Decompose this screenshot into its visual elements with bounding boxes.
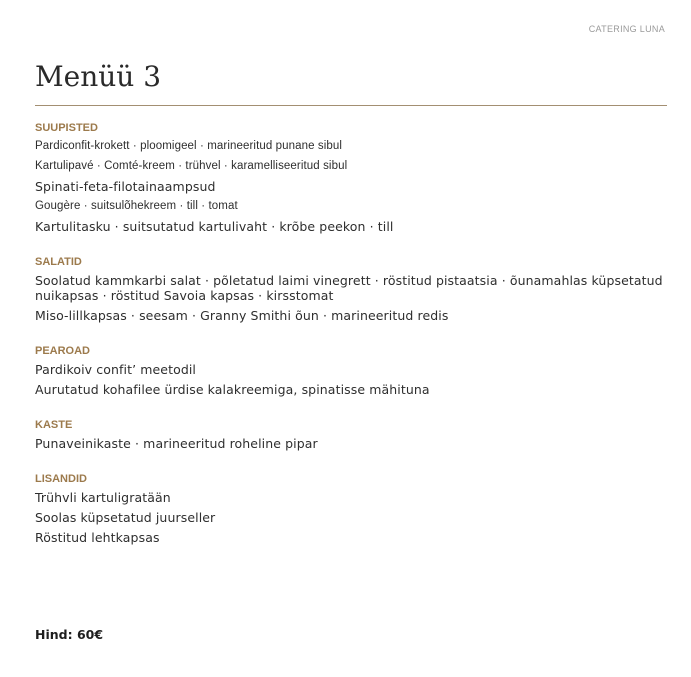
menu-item: Miso-lillkapsas · seesam · Granny Smithi õun · marineeritud redis (35, 308, 449, 323)
menu-item: Röstitud lehtkapsas (35, 530, 160, 545)
section-title: SALATID (35, 256, 82, 268)
menu-item: Spinati-feta-filotainaampsud (35, 179, 216, 194)
section-suupisted (35, 122, 665, 234)
menu-item: Pardikoiv confit’ meetodil (35, 362, 196, 377)
page-title: Menüü 3 (35, 60, 162, 93)
menu-item: Gougère · suitsulõhekreem · till · tomat (35, 200, 238, 212)
section-title: SUUPISTED (35, 122, 98, 134)
section-title: PEAROAD (35, 345, 91, 357)
menu-content (35, 122, 665, 550)
section-lisandid (35, 473, 665, 545)
menu-item: Soolas küpsetatud juurseller (35, 510, 216, 525)
menu-item: Aurutatud kohafilee ürdise kalakreemiga, spinatisse mähituna (35, 382, 430, 397)
section-title: KASTE (35, 419, 73, 431)
menu-item: Punaveinikaste · marineeritud roheline pipar (35, 436, 318, 451)
section-pearoad (35, 345, 665, 397)
menu-item: Kartulipavé · Comté-kreem · trühvel · karamelliseeritud sibul (35, 160, 348, 172)
section-salatid (35, 256, 665, 323)
brand-name: CATERING LUNA (588, 24, 665, 34)
title-divider (35, 105, 667, 106)
menu-item: Soolatud kammkarbi salat · põletatud laimi vinegrett · röstitud pistaatsia · õunamahlas küpsetatud nuikapsas · röstitud Savoia kapsas · kirsstomat (35, 273, 663, 303)
menu-item: Kartulitasku · suitsutatud kartulivaht · krõbe peekon · till (35, 219, 394, 234)
section-kaste (35, 419, 665, 451)
price-label: Hind: 60€ (35, 627, 104, 642)
section-title: LISANDID (35, 473, 87, 485)
menu-item: Pardiconfit-krokett · ploomigeel · marineeritud punane sibul (35, 140, 343, 152)
menu-item: Trühvli kartuligratään (35, 490, 171, 505)
